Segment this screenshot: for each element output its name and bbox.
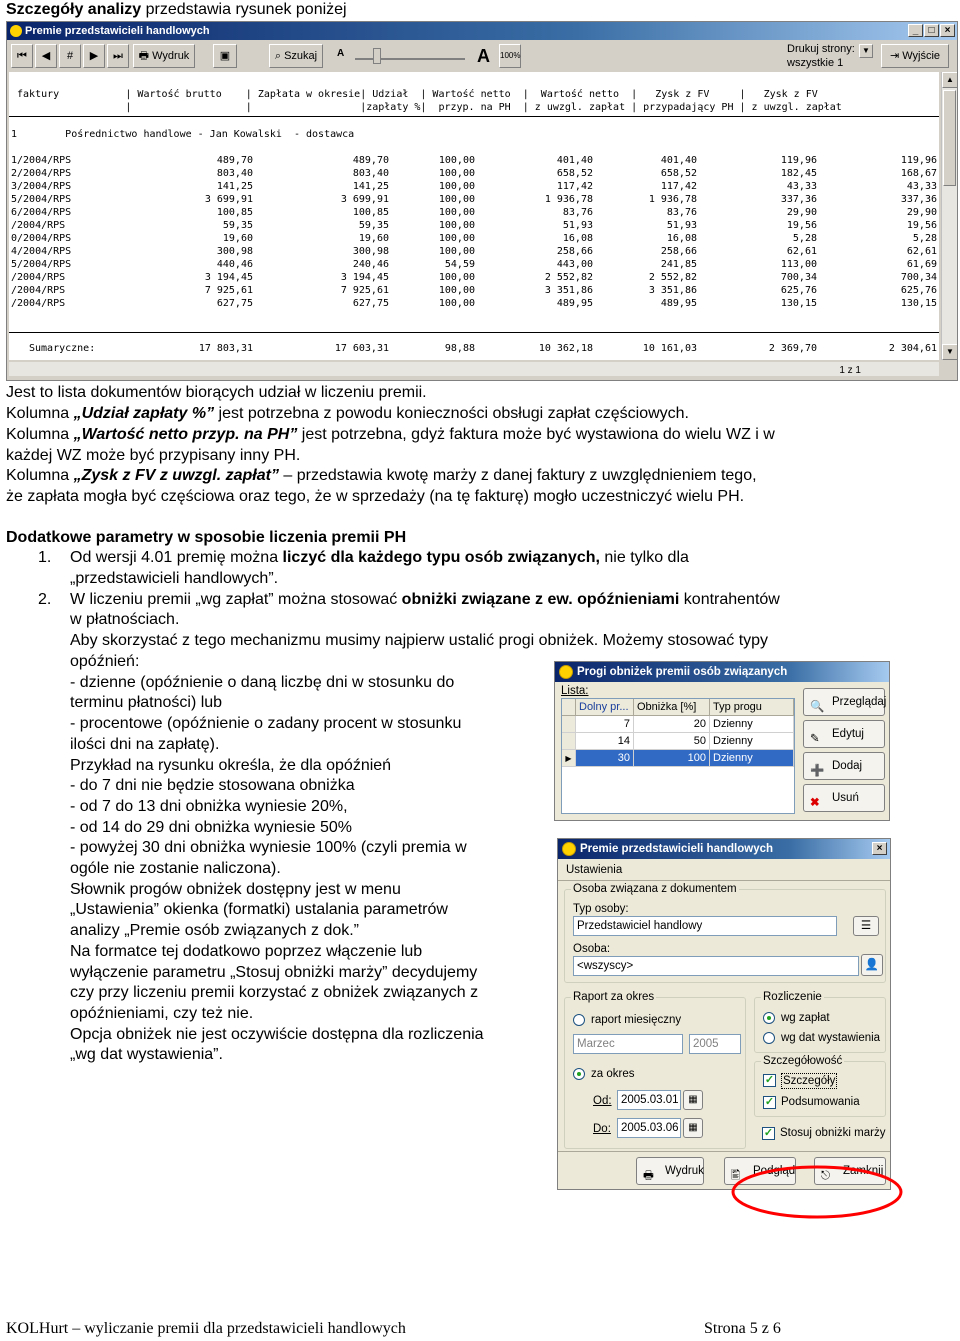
zoom-slider[interactable] <box>355 58 465 60</box>
body-line: „Ustawienia” okienka (formatki) ustalania parametrów <box>70 901 448 919</box>
menu-divider <box>558 880 890 881</box>
period-group <box>564 991 746 1149</box>
report-cell: 2 552,82 <box>544 272 593 283</box>
report-cell: 100,00 <box>438 298 475 309</box>
button-divider <box>558 1151 890 1152</box>
list-item-2-mechanism: Aby skorzystać z tego mechanizmu musimy najpierw ustalić progi obniżek. Możemy stosować typy <box>70 632 769 649</box>
grid-cell[interactable]: Dzienny <box>710 733 794 750</box>
print-button[interactable]: 🖶 Wydruk <box>133 44 195 68</box>
person-type-label: Typ osoby: <box>573 903 629 915</box>
report-cell: 100,00 <box>438 220 475 231</box>
close-button[interactable]: × <box>940 24 955 37</box>
report-cell: 141,25 <box>216 181 253 192</box>
edit-icon: ✎ <box>810 733 820 745</box>
report-cell-doc: 6/2004/RPS <box>11 207 72 218</box>
font-larger-icon: A <box>477 46 490 66</box>
body-line: - dzienne (opóźnienie o daną liczbę dni w stosunku do <box>70 673 455 691</box>
grid-cell[interactable]: 20 <box>634 716 710 733</box>
report-cell: 100,00 <box>438 285 475 296</box>
body-line: ogóle nie zostanie naliczona). <box>70 860 281 877</box>
report-cell-doc: /2004/RPS <box>11 285 66 296</box>
report-cell: 7 925,61 <box>204 285 253 296</box>
prev-page-button[interactable]: ◀ <box>35 44 57 68</box>
report-cell: 168,67 <box>900 168 937 179</box>
report-cell: 401,40 <box>660 155 697 166</box>
add-button[interactable]: ➕ Dodaj <box>803 752 885 780</box>
report-cell-doc: 2/2004/RPS <box>11 168 72 179</box>
report-cell: 100,00 <box>438 181 475 192</box>
report-cell-doc: /2004/RPS <box>11 298 66 309</box>
report-cell: 337,36 <box>900 194 937 205</box>
report-cell: 29,90 <box>786 207 817 218</box>
report-cell: 19,60 <box>222 233 253 244</box>
person-label: Osoba: <box>573 943 611 955</box>
report-cell: 62,61 <box>906 246 937 257</box>
monthly-radio[interactable] <box>573 1014 585 1026</box>
body-line: - procentowe (opóźnienie o zadany procent w stosunku <box>70 715 462 733</box>
next-page-button[interactable]: ▶ <box>83 44 105 68</box>
list-item-1: Od wersji 4.01 premię można liczyć dla każdego typu osób związanych, nie tylko dla <box>70 549 689 566</box>
scroll-up-button[interactable]: ▲ <box>942 72 958 88</box>
report-cell: 100,00 <box>438 246 475 257</box>
report-cell: 3 194,45 <box>340 272 389 283</box>
report-cell: 803,40 <box>216 168 253 179</box>
report-cell: 43,33 <box>786 181 817 192</box>
report-cell: 3 699,91 <box>204 194 253 205</box>
page-number-button[interactable]: # <box>59 44 81 68</box>
save-button[interactable] <box>213 44 237 68</box>
period-label: za okres <box>591 1068 635 1080</box>
summary-cell: 98,88 <box>444 343 475 354</box>
grid-corner <box>562 699 576 716</box>
report-cell: 59,35 <box>222 220 253 231</box>
detail-group-title: Szczegółowość <box>763 1055 843 1067</box>
scroll-thumb[interactable] <box>943 90 956 186</box>
highlight-ellipse <box>728 1162 906 1222</box>
report-cell: 100,00 <box>438 194 475 205</box>
body-line: ilości dni na zapłatę). <box>70 735 220 753</box>
dialog-close-button[interactable]: ⎋ Zamknij <box>814 1157 886 1185</box>
font-smaller-icon: A <box>337 48 345 59</box>
details-checkbox[interactable]: ✓ <box>764 1074 775 1086</box>
report-cell: 440,46 <box>216 259 253 270</box>
pages-value: wszystkie 1 <box>787 57 844 69</box>
search-icon: ⌕ <box>274 50 285 62</box>
report-cell: 700,34 <box>900 272 937 283</box>
report-cell: 130,15 <box>900 298 937 309</box>
app-logo-icon <box>559 665 573 679</box>
add-icon: ➕ <box>810 765 825 777</box>
report-cell: 117,42 <box>660 181 697 192</box>
exit-icon: ⇥ <box>889 50 903 62</box>
report-cell: 1 936,78 <box>648 194 697 205</box>
report-cell: 119,96 <box>900 155 937 166</box>
report-cell: 803,40 <box>352 168 389 179</box>
report-page <box>9 72 939 360</box>
report-cell: 489,70 <box>352 155 389 166</box>
date-to-picker[interactable] <box>683 1118 703 1138</box>
scroll-down-button[interactable]: ▼ <box>942 344 958 360</box>
report-cell: 19,56 <box>786 220 817 231</box>
col-threshold-type[interactable]: Typ progu <box>710 699 794 716</box>
minimize-button[interactable]: _ <box>908 24 923 37</box>
summary-cell: 10 362,18 <box>538 343 593 354</box>
from-label: Od: <box>593 1095 612 1107</box>
sales-bonus-dialog <box>557 838 891 1190</box>
horizontal-scrollbar[interactable] <box>9 362 939 376</box>
summary-cell: 2 304,61 <box>888 343 937 354</box>
period-radio[interactable] <box>573 1068 585 1080</box>
report-cell: 43,33 <box>906 181 937 192</box>
report-cell: 19,56 <box>906 220 937 231</box>
report-cell: 443,00 <box>556 259 593 270</box>
report-cell: 59,35 <box>358 220 389 231</box>
report-cell: 7 925,61 <box>340 285 389 296</box>
report-cell: 16,08 <box>666 233 697 244</box>
person-group-title: Osoba związana z dokumentem <box>573 883 737 895</box>
report-cell: 3 351,86 <box>648 285 697 296</box>
calendar-icon: ▦ <box>688 1094 698 1105</box>
report-cell: 300,98 <box>352 246 389 257</box>
report-cell: 29,90 <box>906 207 937 218</box>
grid-cell[interactable]: 7 <box>576 716 634 733</box>
person-lookup-button[interactable] <box>861 954 883 976</box>
date-from-picker[interactable] <box>683 1090 703 1110</box>
report-cell: 100,00 <box>438 155 475 166</box>
discount-thresholds-dialog <box>554 661 890 821</box>
col-lower-threshold[interactable]: Dolny pr... <box>576 699 634 716</box>
report-cell: 700,34 <box>780 272 817 283</box>
body-line: Słownik progów obniżek dostępny jest w menu <box>70 880 401 898</box>
dialog-print-button[interactable]: 🖶 Wydruk <box>636 1157 704 1185</box>
preview-icon: 🖺 <box>731 1170 741 1182</box>
report-cell: 182,45 <box>780 168 817 179</box>
report-cell: 62,61 <box>786 246 817 257</box>
report-cell: 141,25 <box>352 181 389 192</box>
report-cell: 625,76 <box>780 285 817 296</box>
app-logo-icon <box>562 842 576 856</box>
report-titlebar: Premie przedstawicieli handlowych <box>7 22 957 40</box>
person-type-select[interactable]: Przedstawiciel handlowy <box>573 916 837 936</box>
printer-icon: 🖶 <box>643 1170 654 1182</box>
thresholds-grid[interactable] <box>561 698 795 814</box>
apply-discounts-label: Stosuj obniżki marży <box>780 1127 886 1139</box>
grid-cell[interactable]: 14 <box>576 733 634 750</box>
dialog1-titlebar: Progi obniżek premii osób związanych <box>555 662 889 682</box>
body-line: - powyżej 30 dni obniżka wyniesie 100% (czyli premia w <box>70 839 467 857</box>
last-page-button[interactable]: ⏭ <box>107 44 129 68</box>
person-type-lookup-button[interactable] <box>853 916 879 936</box>
close-door-icon: ⎋ <box>821 1170 831 1182</box>
summary-rule <box>9 332 939 333</box>
report-cell: 241,85 <box>660 259 697 270</box>
maximize-button[interactable]: □ <box>924 24 939 37</box>
by-issue-date-radio[interactable] <box>763 1032 775 1044</box>
grid-cell[interactable]: Dzienny <box>710 750 794 767</box>
report-window <box>6 21 958 381</box>
lookup-icon: ☰ <box>860 920 872 932</box>
footer-page: Strona 5 z 6 <box>704 1320 781 1337</box>
dialog2-close-button[interactable]: × <box>872 842 887 855</box>
report-header-line1: faktury | Wartość brutto | Zapłata w okresie| Udział | Wartość netto | Wartość netto | Zysk z FV | Zysk z FV <box>11 89 824 100</box>
report-cell: 83,76 <box>666 207 697 218</box>
report-cell: 489,95 <box>660 298 697 309</box>
report-cell: 51,93 <box>666 220 697 231</box>
by-payment-label: wg zapłat <box>781 1012 830 1024</box>
report-cell: 100,00 <box>438 168 475 179</box>
report-cell-doc: /2004/RPS <box>11 220 66 231</box>
zoom-100-button[interactable]: 100% <box>499 44 521 68</box>
dialog-preview-button[interactable]: 🖺 Podgląd <box>724 1157 796 1185</box>
report-cell: 1 936,78 <box>544 194 593 205</box>
first-page-button[interactable]: ⏮ <box>11 44 33 68</box>
pages-label: Drukuj strony: <box>787 43 855 55</box>
body-line: czy przy liczeniu premii korzystać z obniżek związanych z <box>70 984 479 1002</box>
report-cell: 117,42 <box>556 181 593 192</box>
browse-icon: 🔍 <box>810 701 825 713</box>
report-cell: 51,93 <box>562 220 593 231</box>
col-discount[interactable]: Obniżka [%] <box>634 699 710 716</box>
body-line: Przykład na rysunku określa, że dla opóźnień <box>70 756 392 774</box>
summary-label: Sumaryczne: <box>29 343 96 354</box>
apply-discounts-checkbox[interactable]: ✓ <box>763 1127 774 1139</box>
app-logo-icon <box>10 25 22 37</box>
body-line: wyłączenie parametru „Stosuj obniżki marży” decydujemy <box>70 963 478 981</box>
person-select[interactable]: <wszyscy> <box>573 956 859 976</box>
search-button[interactable]: ⌕ Szukaj <box>269 44 323 68</box>
para-column-profit: Kolumna „Zysk z FV z uwzgl. zapłat” – przedstawia kwotę marży z danej faktury z uwzględnieniem tego, <box>6 467 757 484</box>
para-column-profit-cont: że zapłata mogła być częściowa oraz tego, że w sprzedaży (na tę fakturę) mogło uczestniczyć wielu PH. <box>6 488 745 505</box>
report-cell: 119,96 <box>780 155 817 166</box>
report-cell-doc: 4/2004/RPS <box>11 246 72 257</box>
list-item-2: W liczeniu premii „wg zapłat” można stosować obniżki związane z ew. opóźnieniami kontrahentów <box>70 591 780 608</box>
row-indicator[interactable] <box>562 716 576 733</box>
report-cell-doc: /2004/RPS <box>11 272 66 283</box>
body-line: - od 7 do 13 dni obniżka wyniesie 20%, <box>70 797 348 815</box>
header-rule <box>9 116 939 117</box>
user-icon: 👤 <box>864 959 880 971</box>
year-select[interactable]: 2005 <box>689 1034 741 1054</box>
body-line: „wg dat wystawienia”. <box>70 1046 223 1064</box>
report-cell: 61,69 <box>906 259 937 270</box>
report-cell: 489,70 <box>216 155 253 166</box>
report-cell: 401,40 <box>556 155 593 166</box>
report-cell: 100,00 <box>438 233 475 244</box>
date-to-input[interactable]: 2005.03.06 <box>617 1118 681 1138</box>
settlement-group-title: Rozliczenie <box>763 991 822 1003</box>
list-label: Lista: <box>561 685 589 697</box>
summary-cell: 17 603,31 <box>334 343 389 354</box>
report-cell: 627,75 <box>352 298 389 309</box>
calendar-icon: ▦ <box>688 1122 698 1133</box>
report-cell: 2 552,82 <box>648 272 697 283</box>
report-cell: 130,15 <box>780 298 817 309</box>
report-cell-doc: 3/2004/RPS <box>11 181 72 192</box>
report-cell: 19,60 <box>358 233 389 244</box>
report-cell: 100,00 <box>438 207 475 218</box>
settlement-group <box>754 991 886 1053</box>
report-header-line2: | | |zapłaty %| przyp. na PH | z uwzgl. zapłat | przypadający PH | z uwzgl. zapłat <box>11 102 848 113</box>
by-issue-date-label: wg dat wystawienia <box>781 1032 881 1044</box>
report-cell: 658,52 <box>556 168 593 179</box>
report-cell: 3 699,91 <box>340 194 389 205</box>
delete-icon: ✖ <box>810 797 820 809</box>
body-line: opóźnień: <box>70 653 140 670</box>
date-from-input[interactable]: 2005.03.01 <box>617 1090 681 1110</box>
list-num-2: 2. <box>38 591 52 608</box>
settings-menu[interactable]: Ustawienia <box>566 864 623 876</box>
vertical-scrollbar[interactable] <box>941 72 957 360</box>
detail-group <box>754 1055 886 1117</box>
to-label: Do: <box>593 1123 611 1135</box>
grid-cell[interactable]: 100 <box>634 750 710 767</box>
page-indicator: 1 z 1 <box>839 365 861 376</box>
pages-dropdown[interactable]: ▼ <box>859 44 873 58</box>
person-group <box>564 883 886 983</box>
report-cell: 258,66 <box>660 246 697 257</box>
report-cell: 658,52 <box>660 168 697 179</box>
report-cell: 337,36 <box>780 194 817 205</box>
grid-cell[interactable]: 30 <box>576 750 634 767</box>
floppy-icon: ▣ <box>219 50 231 62</box>
report-cell-doc: 1/2004/RPS <box>11 155 72 166</box>
printer-icon: 🖶 <box>138 50 153 62</box>
edit-button[interactable]: ✎ Edytuj <box>803 720 885 748</box>
list-item-2-cont: w płatnościach. <box>70 611 180 628</box>
report-cell-doc: 0/2004/RPS <box>11 233 72 244</box>
grid-cell[interactable]: Dzienny <box>710 716 794 733</box>
report-cell: 5,28 <box>912 233 937 244</box>
report-cell-doc: 5/2004/RPS <box>11 259 72 270</box>
browse-button[interactable]: 🔍 Przeglądaj <box>803 688 885 716</box>
body-line: Na formatce tej dodatkowo poprzez włączenie lub <box>70 942 423 960</box>
row-indicator[interactable]: ▶ <box>562 750 576 767</box>
report-cell-doc: 5/2004/RPS <box>11 194 72 205</box>
report-cell: 489,95 <box>556 298 593 309</box>
report-cell: 100,00 <box>438 272 475 283</box>
summary-cell: 17 803,31 <box>198 343 253 354</box>
dialog2-titlebar: Premie przedstawicieli handlowych <box>558 839 890 859</box>
body-line: opóźnieniami, czy też nie. <box>70 1004 254 1022</box>
grid-cell[interactable]: 50 <box>634 733 710 750</box>
list-num-1: 1. <box>38 549 52 566</box>
details-label: Szczegóły <box>783 1075 836 1087</box>
monthly-label: raport miesięczny <box>591 1014 682 1026</box>
report-cell: 625,76 <box>900 285 937 296</box>
list-item-1-cont: „przedstawicieli handlowych”. <box>70 570 279 587</box>
summary-checkbox[interactable]: ✓ <box>764 1096 775 1108</box>
zoom-slider-thumb[interactable] <box>373 48 381 64</box>
summary-label: Podsumowania <box>781 1096 860 1108</box>
report-cell: 3 351,86 <box>544 285 593 296</box>
report-cell: 83,76 <box>562 207 593 218</box>
report-cell: 100,85 <box>216 207 253 218</box>
report-cell: 100,85 <box>352 207 389 218</box>
report-group-line: 1 Pośrednictwo handlowe - Jan Kowalski - dostawca <box>11 129 355 140</box>
section-title: Szczegóły analizy przedstawia rysunek poniżej <box>6 1 347 18</box>
summary-cell: 10 161,03 <box>642 343 697 354</box>
footer-left: KOLHurt – wyliczanie premii dla przedstawicieli handlowych <box>6 1320 406 1337</box>
para-column-share: Kolumna „Udział zapłaty %” jest potrzebna z powodu konieczności obsługi zapłat częściowych. <box>6 405 689 422</box>
body-line: - od 14 do 29 dni obniżka wyniesie 50% <box>70 818 352 836</box>
month-select[interactable]: Marzec <box>573 1034 683 1054</box>
report-cell: 300,98 <box>216 246 253 257</box>
para-column-net-cont: każdej WZ może być przypisany inny PH. <box>6 447 301 464</box>
report-cell: 627,75 <box>216 298 253 309</box>
body-line: - do 7 dni nie będzie stosowana obniżka <box>70 777 355 795</box>
report-cell: 16,08 <box>562 233 593 244</box>
by-payment-radio[interactable] <box>763 1012 775 1024</box>
period-group-title: Raport za okres <box>573 991 655 1003</box>
body-line: Opcja obniżek nie jest oczywiście dostępna dla rozliczenia <box>70 1025 484 1043</box>
report-cell: 5,28 <box>792 233 817 244</box>
para-column-net: Kolumna „Wartość netto przyp. na PH” jest potrzebna, gdyż faktura może być wystawiona do wielu WZ i w <box>6 426 775 443</box>
body-line: analizy „Premie osób związanych z dok.” <box>70 922 360 940</box>
delete-button[interactable]: ✖ Usuń <box>803 784 885 812</box>
report-cell: 54,59 <box>444 259 475 270</box>
exit-button[interactable]: ⇥ Wyjście <box>881 44 949 68</box>
summary-cell: 2 369,70 <box>768 343 817 354</box>
report-cell: 3 194,45 <box>204 272 253 283</box>
row-indicator[interactable] <box>562 733 576 750</box>
heading-additional: Dodatkowe parametry w sposobie liczenia premii PH <box>6 529 407 546</box>
report-cell: 240,46 <box>352 259 389 270</box>
para-intro: Jest to lista dokumentów biorących udział w liczeniu premii. <box>6 384 427 401</box>
report-cell: 113,00 <box>780 259 817 270</box>
body-line: terminu płatności) lub <box>70 694 223 712</box>
report-cell: 258,66 <box>556 246 593 257</box>
